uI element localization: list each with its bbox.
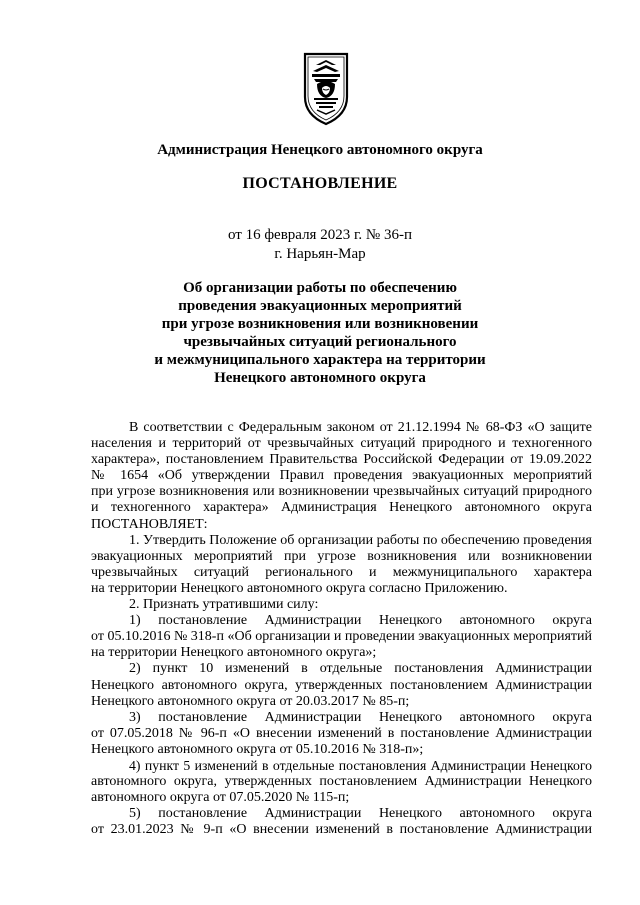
body-line: Ненецкого автономного округа от 05.10.2016 № 318-п»; xyxy=(91,741,424,757)
document-body xyxy=(91,420,592,838)
body-line: и техногенного характера» Администрация Ненецкого автономного округа xyxy=(91,500,592,516)
body-line: Ненецкого автономного округа от 20.03.2017 № 85-п; xyxy=(91,693,410,709)
body-line: автономного округа, утвержденных постановлением Администрации Ненецкого xyxy=(91,774,592,790)
document-type: ПОСТАНОВЛЕНИЕ xyxy=(242,175,398,192)
title-line: чрезвычайных ситуаций регионального xyxy=(183,334,457,350)
body-line: 2. Признать утратившими силу: xyxy=(129,597,319,613)
title-line: и межмуниципального характера на территории xyxy=(154,352,486,368)
title-line: Об организации работы по обеспечению xyxy=(183,280,457,296)
document-date-number: от 16 февраля 2023 г. № 36-п xyxy=(227,227,413,243)
document-city: г. Нарьян-Мар xyxy=(274,246,366,262)
body-line: 1. Утвердить Положение об организации работы по обеспечению проведения xyxy=(129,532,592,548)
body-line: ПОСТАНОВЛЯЕТ: xyxy=(91,516,208,532)
body-line: 2) пункт 10 изменений в отдельные постановления Администрации xyxy=(129,661,592,677)
body-line: 1) постановление Администрации Ненецкого автономного округа xyxy=(129,613,592,629)
body-line: 4) пункт 5 изменений в отдельные постановления Администрации Ненецкого xyxy=(129,757,592,773)
body-line: автономного округа от 07.05.2020 № 115-п; xyxy=(91,790,350,806)
body-line: на территории Ненецкого автономного округа согласно Приложению. xyxy=(91,580,508,596)
body-line: населения и территорий от чрезвычайных ситуаций природного и техногенного xyxy=(91,436,592,452)
body-line: № 1654 «Об утверждении Правил проведения эвакуационных мероприятий xyxy=(91,468,592,484)
body-line: Ненецкого автономного округа, утвержденных постановлением Администрации xyxy=(91,677,592,693)
body-line: характера», постановлением Правительства Российской Федерации от 19.09.2022 xyxy=(91,452,592,468)
body-line: чрезвычайных ситуаций регионального и межмуниципального характера xyxy=(91,564,592,580)
body-line: на территории Ненецкого автономного округа»; xyxy=(91,645,377,661)
body-line: от 05.10.2016 № 318-п «Об организации и проведении эвакуационных мероприятий xyxy=(91,629,592,645)
body-line: В соответствии с Федеральным законом от 21.12.1994 № 68-ФЗ «О защите xyxy=(129,420,592,435)
document-title xyxy=(0,279,640,387)
body-line: 5) постановление Администрации Ненецкого автономного округа xyxy=(129,806,592,822)
body-line: при угрозе возникновения или возникновении чрезвычайных ситуаций природного xyxy=(91,484,592,500)
title-line: Ненецкого автономного округа xyxy=(214,370,426,386)
body-line: от 07.05.2018 № 96-п «О внесении изменений в постановление Администрации xyxy=(91,725,592,741)
title-line: при угрозе возникновения или возникновении xyxy=(161,316,479,332)
coat-of-arms-emblem xyxy=(302,51,350,127)
body-line: 3) постановление Администрации Ненецкого автономного округа xyxy=(129,709,592,725)
body-line: от 23.01.2023 № 9-п «О внесении изменений в постановление Администрации xyxy=(91,822,592,838)
body-line: эвакуационных мероприятий при угрозе возникновения или возникновении xyxy=(91,548,592,564)
organization-name: Администрация Ненецкого автономного округа xyxy=(157,142,483,158)
title-line: проведения эвакуационных мероприятий xyxy=(178,298,462,314)
